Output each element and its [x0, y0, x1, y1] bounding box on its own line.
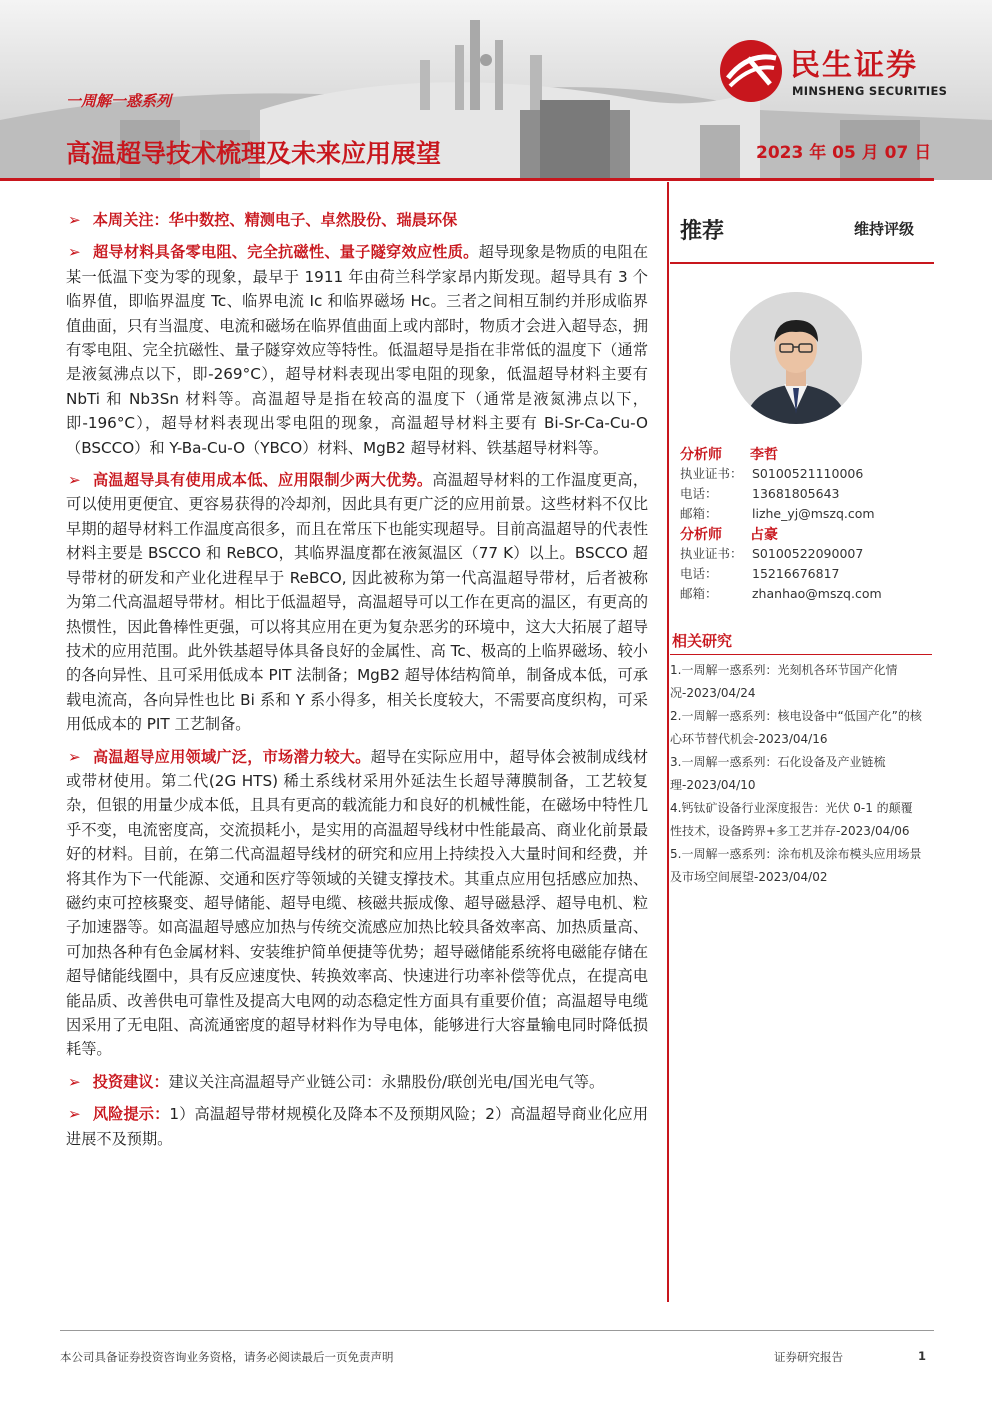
footer-disclaimer: 本公司具备证券投资咨询业务资格，请务必阅读最后一页免责声明 [60, 1350, 394, 1364]
arrow-bullet-icon: ➢ [68, 1072, 81, 1091]
paragraph-investment [66, 1070, 648, 1094]
paragraph-focus [66, 208, 648, 232]
paragraph-risk [66, 1102, 648, 1151]
arrow-bullet-icon: ➢ [68, 471, 81, 490]
analyst-card-2 [680, 524, 932, 604]
cert-number: S0100521110006 [752, 466, 864, 481]
paragraph-lead: 投资建议： [92, 1072, 169, 1091]
email-link[interactable]: zhanhao@mszq.com [752, 586, 882, 601]
email-link[interactable]: lizhe_yj@mszq.com [752, 506, 875, 521]
analyst-role: 分析师 [680, 527, 722, 543]
main-content [66, 208, 648, 1159]
cert-label: 执业证书： [680, 466, 743, 481]
related-research-item[interactable]: 1.一周解一惑系列：光刻机各环节国产化情况-2023/04/24 [670, 663, 898, 700]
arrow-bullet-icon: ➢ [68, 747, 81, 766]
column-divider [667, 182, 669, 1302]
analyst-photo [730, 292, 862, 424]
phone-number: 15216676817 [752, 566, 840, 581]
report-title: 高温超导技术梳理及未来应用展望 [66, 139, 442, 168]
paragraph-applications [66, 745, 648, 1062]
paragraph-lead: 高温超导具有使用成本低、应用限制少两大优势。 [92, 471, 433, 490]
arrow-bullet-icon: ➢ [68, 243, 81, 262]
analyst-card-1 [680, 444, 932, 524]
paragraph-high-temp-advantages [66, 468, 648, 736]
footer-report-type: 证券研究报告 [774, 1350, 843, 1364]
related-research-item[interactable]: 4.钙钛矿设备行业深度报告：光伏 0-1 的颠覆性技术，设备跨界+多工艺并存-2023/04/06 [670, 801, 913, 838]
report-date: 2023 年 05 月 07 日 [756, 143, 932, 163]
page-number: 1 [918, 1349, 927, 1363]
company-logo [718, 38, 948, 108]
phone-number: 13681805643 [752, 486, 840, 501]
paragraph-text: 超导现象是物质的电阻在某一低温下变为零的现象，最早于 1911 年由荷兰科学家昂内斯发现。超导具有 3 个临界值，即临界温度 Tc、临界电流 Ic 和临界磁场 Hc。三者之间相互制约并形成临界值曲面，只有当温度、电流和磁场在临界值曲面上或内部时，物质才会进入超导态，拥有零电阻、完全抗磁性、量子隧穿效应等特性。低温超导是指在非常低的温度下（通常是液氦沸点以下，即-269°C），超导材料表现出零电阻的现象，低温超导材料主要有 NbTi 和 Nb3Sn 材料等。高温超导是指在较高的温度下（通常是液氮沸点以下，即-196°C），超导材料表现出零电阻的现象，高温超导材料主要有 Bi-Sr-Ca-Cu-O（BSCCO）和 Y-Ba-Cu-O（YBCO）材料、MgB2 超导材料、铁基超导材料等。 [66, 243, 649, 457]
analyst-role: 分析师 [680, 447, 722, 463]
arrow-bullet-icon: ➢ [68, 211, 81, 229]
related-research-item[interactable]: 3.一周解一惑系列：石化设备及产业链梳理-2023/04/10 [670, 755, 886, 792]
recommendation-rule [670, 262, 934, 264]
related-research [670, 630, 932, 889]
email-label: 邮箱： [680, 506, 718, 521]
banner-rule [0, 178, 934, 181]
logo-english-name: MINSHENG SECURITIES [792, 84, 948, 98]
related-research-rule [670, 654, 932, 655]
related-research-item[interactable]: 5.一周解一惑系列：涂布机及涂布模头应用场景及市场空间展望-2023/04/02 [670, 847, 922, 884]
paragraph-text: 超导在实际应用中，超导体会被制成线材或带材使用。第二代(2G HTS) 稀土系线材采用外延法生长超导薄膜制备，工艺较复杂，但银的用量少成本低，且具有更高的载流能力和良好的机械性能，在磁场中特性几乎不变，电流密度高，交流损耗小，是实用的高温超导线材中性能最高、商业化前景最好的材料。目前，在第二代高温超导线材的研究和应用上持续投入大量时间和经费，并将其作为下一代能源、交通和医疗等领域的关键支撑技术。其重点应用包括感应加热、磁约束可控核聚变、超导储能、超导电缆、核磁共振成像、超导磁悬浮、超导电机、粒子加速器等。如高温超导感应加热与传统交流感应加热比较具备效率高、加热质量高、可加热各种有色金属材料、安装维护简单便捷等优势；超导磁储能系统将电磁能存储在超导储能线圈中，具有反应速度快、转换效率高、快速进行功率补偿等优点，在提高电能品质、改善供电可靠性及提高大电网的动态稳定性方面具有重要价值；高温超导电缆因采用了无电阻、高流通密度的超导材料作为导电体，能够进行大容量输电同时降低损耗等。 [66, 747, 649, 1059]
paragraph-lead: 本周关注：华中数控、精测电子、卓然股份、瑞晨环保 [92, 211, 458, 229]
paragraph-text: 1）高温超导带材规模化及降本不及预期风险；2）高温超导商业化应用进展不及预期。 [66, 1105, 649, 1148]
logo-chinese-name: 民生证券 [790, 48, 918, 83]
minsheng-logo-icon [718, 38, 784, 104]
phone-label: 电话： [680, 486, 718, 501]
paragraph-lead: 高温超导应用领域广泛，市场潜力较大。 [92, 747, 371, 766]
paragraph-lead: 风险提示： [92, 1105, 170, 1124]
cert-number: S0100522090007 [752, 546, 864, 561]
recommendation: 推荐 [680, 219, 725, 244]
arrow-bullet-icon: ➢ [68, 1105, 81, 1124]
rating-label: 维持评级 [854, 220, 915, 238]
related-research-title: 相关研究 [672, 632, 733, 650]
footer-rule [60, 1330, 934, 1331]
cert-label: 执业证书： [680, 546, 743, 561]
related-research-item[interactable]: 2.一周解一惑系列：核电设备中“低国产化”的核心环节替代机会-2023/04/16 [670, 709, 922, 746]
paragraph-text: 高温超导材料的工作温度更高，可以使用更便宜、更容易获得的冷却剂，因此具有更广泛的应用前景。这些材料不仅比早期的超导材料工作温度高很多，而且在常压下也能实现超导。目前高温超导的代表性材料主要是 BSCCO 和 ReBCO，其临界温度都在液氮温区（77 K）以上。BSCCO 超导带材的研发和产业化进程早于 ReBCO, 因此被称为第一代高温超导带材，后者被称为第二代高温超导带材。相比于低温超导，高温超导可以工作在更高的温区，有更高的热惯性，因此鲁棒性更强，可以将其应用在更为复杂恶劣的环境中，这大大拓展了超导技术的应用范围。此外铁基超导体具备良好的金属性、高 Tc、极高的上临界磁场、较小的各向异性、且可采用低成本 PIT 法制备；MgB2 超导体结构简单，制备成本低，可承载电流高，各向异性也比 Bi 系和 Y 系小得多，相关长度较大，不需要高度织构，可采用低成本的 PIT 工艺制备。 [66, 471, 649, 734]
paragraph-lead: 超导材料具备零电阻、完全抗磁性、量子隧穿效应性质。 [92, 243, 479, 262]
email-label: 邮箱： [680, 586, 718, 601]
analyst-name: 李哲 [750, 447, 778, 463]
phone-label: 电话： [680, 566, 718, 581]
series-label: 一周解一惑系列 [66, 92, 172, 110]
paragraph-superconductor-properties [66, 240, 648, 460]
paragraph-text: 建议关注高温超导产业链公司：永鼎股份/联创光电/国光电气等。 [168, 1072, 605, 1091]
person-photo-icon [730, 292, 862, 424]
analyst-name: 占豪 [750, 527, 778, 543]
